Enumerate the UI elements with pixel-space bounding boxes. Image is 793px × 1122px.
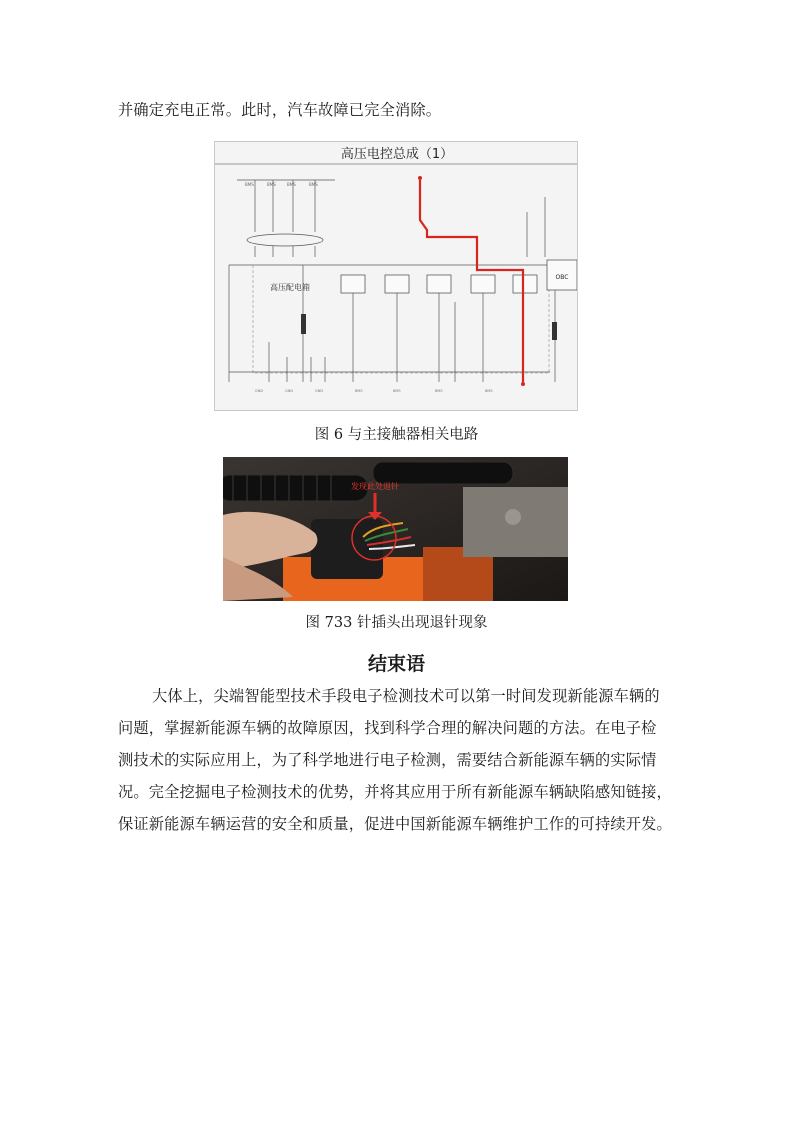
conclusion-line-1: 大体上，尖端智能型技术手段电子检测技术可以第一时间发现新能源车辆的 xyxy=(152,687,660,705)
svg-text:BMS: BMS xyxy=(393,389,401,393)
conclusion-heading: 结束语 xyxy=(367,653,425,675)
svg-text:BMS: BMS xyxy=(355,389,363,393)
figure-6-caption: 图 6 与主接触器相关电路 xyxy=(314,427,479,443)
conclusion-line-2: 问题，掌握新能源车辆的故障原因，找到科学合理的解决问题的方法。在电子检 xyxy=(118,719,657,737)
svg-text:BMS: BMS xyxy=(309,182,318,187)
svg-text:GND: GND xyxy=(285,389,294,393)
figure-6-circuit-diagram xyxy=(214,141,578,411)
conclusion-line-4: 况。完全挖掘电子检测技术的优势，并将其应用于所有新能源车辆缺陷感知链接， xyxy=(118,783,672,801)
inner-box-label: 高压配电箱 xyxy=(270,283,310,292)
figure-7-photo xyxy=(223,457,568,601)
svg-text:BMS: BMS xyxy=(267,182,276,187)
svg-text:BMS: BMS xyxy=(287,182,296,187)
obc-label: OBC xyxy=(555,274,569,281)
circuit-diagram-svg xyxy=(215,142,578,411)
svg-text:GND: GND xyxy=(255,389,264,393)
svg-text:BMS: BMS xyxy=(435,389,443,393)
svg-text:BMS: BMS xyxy=(485,389,493,393)
conclusion-paragraph xyxy=(118,680,688,840)
figure-7-caption: 图 733 针插头出现退针现象 xyxy=(305,615,488,631)
svg-text:BMS: BMS xyxy=(245,182,254,187)
conclusion-line-3: 测技术的实际应用上，为了科学地进行电子检测，需要结合新能源车辆的实际情 xyxy=(118,751,657,769)
top-paragraph: 并确定充电正常。此时，汽车故障已完全消除。 xyxy=(118,101,442,119)
svg-text:GND: GND xyxy=(315,389,324,393)
photo-annotation: 发现此处退针 xyxy=(351,482,399,491)
diagram-title: 高压电控总成（1） xyxy=(340,147,454,162)
connector-photo-svg xyxy=(223,457,568,601)
conclusion-line-5: 保证新能源车辆运营的安全和质量，促进中国新能源车辆维护工作的可持续开发。 xyxy=(118,815,672,833)
